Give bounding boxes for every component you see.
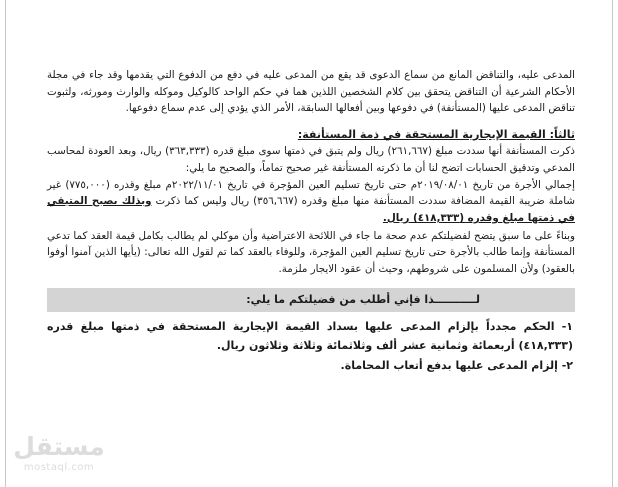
remaining-balance-text: وبذلك يصبح المتبقي في ذمتها مبلغ وقدره (٤١٨,٣٣٣) ريال. bbox=[47, 195, 575, 224]
intro-paragraph: المدعى عليه، والتناقض المانع من سماع الدعوى قد يقع من المدعى عليه في دفع من الدفوع التي يقدمها وقد جاء في مجلة الأحكام الشرعية أن التناقض يتحقق بين كلام الشخصين اللذين هما في حكم الواحد كالوكيل وموكله والوارث ومورثه، ولثبوت تناقض المدعى عليها (المستأنفة) في دفوعها وبين أفعالها السابقة، الأمر الذي يؤدي إلى عدم سماع دفوعها. bbox=[47, 69, 575, 115]
watermark-logo bbox=[10, 432, 108, 484]
requests-header: لـــــــــــذا فإني أطلب من فضيلتكم ما يلي: bbox=[47, 288, 575, 312]
request-item-1: ١- الحكم مجدداً بإلزام المدعى عليها بسداد القيمة الإيجارية المستحقة في ذمتها مبلغ قدره (٤١٨,٣٣٣) أربعمائة وثمانية عشر ألف وثلاثمائة وثلاثة وثلاثون ريال. bbox=[47, 319, 573, 352]
watermark-arabic: مستقل bbox=[13, 432, 105, 461]
section-paragraph-1: ذكرت المستأنفة أنها سددت مبلغ (٢٦١,٦٦٧) ريال ولم يتبق في ذمتها سوى مبلغ قدره (٣٦٣,٣٣٣) ريال، وبعد العودة لمحاسب المدعي وتدقيق الحسابات اتضح لنا أن ما ذكرته المستأنفة غير صحيح تماماً، والصحيح ما يلي: bbox=[47, 145, 576, 174]
section-paragraph-3: وبناءً على ما سبق يتضح لفضيلتكم عدم صحة ما جاء في اللائحة الاعتراضية وأن موكلي لم يطالب بكامل قيمة العقد كما تدعي المستأنفة وإنما طالب بالأجرة حتى تاريخ تسليم العين المؤجرة، وللوفاء بالعقد كما تم لقول الله تعالى: (يأيها الذين آمنوا أوفوا بالعقود) ولأن المسلمون على شروطهم، وحيث أن عقود الايجار ملزمة. bbox=[47, 229, 575, 276]
section-paragraph-2-text: إجمالي الأجرة من تاريخ ٢٠١٩/٠٨/٠١م حتى تاريخ تسليم العين المؤجرة في تاريخ ٢٠٢٢/١١/٠١م مبلغ وقدره (٧٧٥,٠٠٠) غير شاملة ضريبة القيمة المضافة سددت المستأنفة منها مبلغ وقدره (٣٥٦,٦٦٧) ريال وليس كما ذكرت bbox=[47, 178, 576, 208]
document-page bbox=[47, 67, 575, 375]
request-item-2: ٢- إلزام المدعى عليها بدفع أتعاب المحاماة. bbox=[340, 358, 573, 372]
section-paragraph-2 bbox=[47, 177, 575, 227]
section-title: ثالثاً: القيمة الإيجارية المستحقة في ذمة المستأنفة: bbox=[297, 128, 575, 142]
watermark-latin: mostaql.com bbox=[23, 462, 95, 473]
